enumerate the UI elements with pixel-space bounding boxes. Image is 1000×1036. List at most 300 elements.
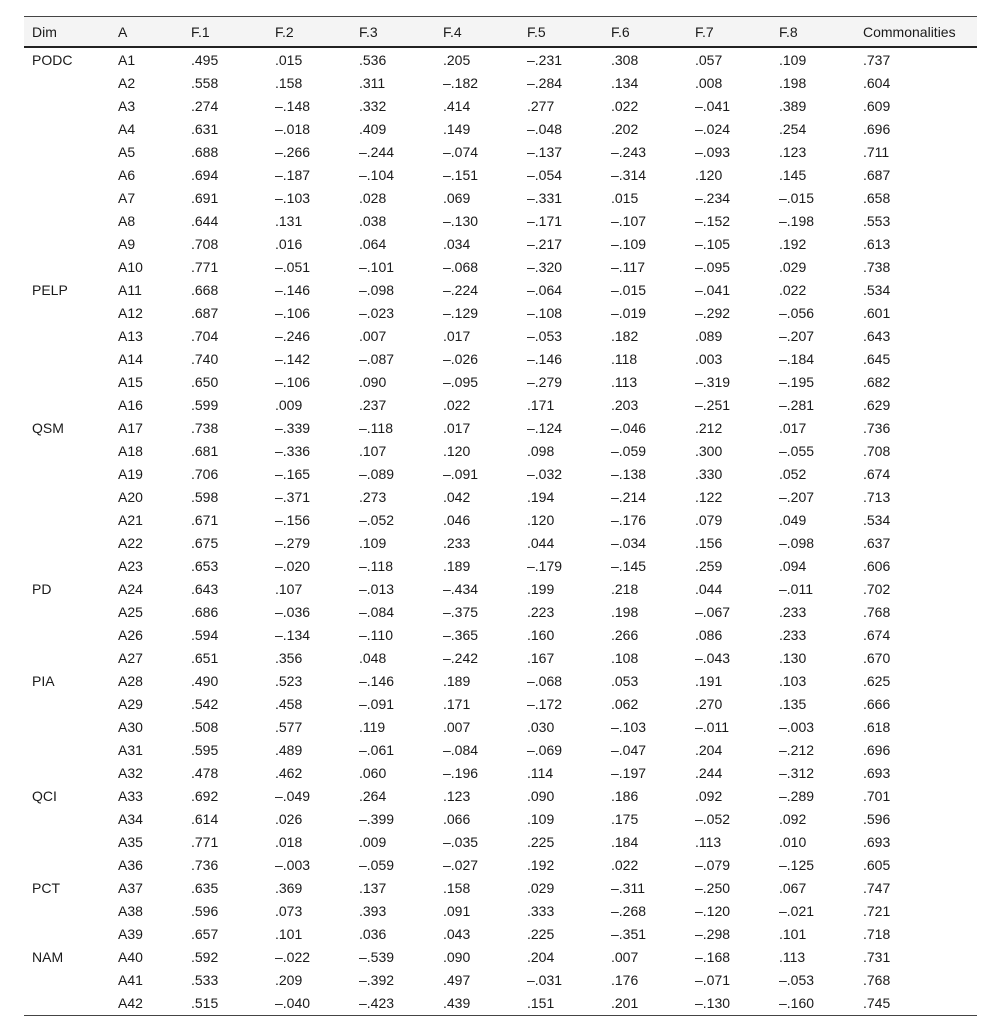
table-cell-commonalities: .738 (863, 258, 891, 275)
table-cell-f4: .043 (443, 925, 471, 942)
table-cell-commonalities: .701 (863, 787, 891, 804)
table-cell-a: A14 (118, 350, 143, 367)
table-row (24, 945, 977, 968)
table-cell-a: A31 (118, 741, 143, 758)
table-cell-f2: .015 (275, 51, 303, 68)
table-cell-commonalities: .702 (863, 580, 891, 597)
table-cell-f3: .038 (359, 212, 387, 229)
table-cell-f7: –.024 (695, 120, 731, 137)
table-cell-f1: .515 (183, 991, 267, 1016)
table-cell-f4: .205 (443, 51, 471, 68)
table-cell-dim: QCI (32, 787, 57, 804)
table-cell-f6: .218 (611, 580, 639, 597)
table-cell-f7: –.095 (695, 258, 731, 275)
table-cell-f8: .017 (779, 419, 807, 436)
table-row (24, 209, 977, 232)
table-cell-f6: –.109 (611, 235, 647, 252)
column-header-f5: F.5 (519, 17, 603, 48)
table-cell-f6: .182 (611, 327, 639, 344)
table-cell-f7: –.319 (695, 373, 731, 390)
table-cell-f4: –.196 (443, 764, 479, 781)
table-cell-a: A1 (118, 51, 136, 68)
table-cell-f4: –.182 (443, 74, 479, 91)
table-cell-dim (24, 991, 110, 1016)
table-cell-f6: .022 (611, 97, 639, 114)
table-cell-f5: .109 (527, 810, 555, 827)
table-cell-f6: –.019 (611, 304, 647, 321)
table-cell-f8: –.056 (779, 304, 815, 321)
table-cell-a: A8 (118, 212, 136, 229)
table-cell-f6: .266 (611, 626, 639, 643)
table-cell-f5: .204 (527, 948, 555, 965)
table-cell-f3: –.052 (359, 511, 395, 528)
table-cell-f5: –.048 (527, 120, 563, 137)
table-cell-f2: –.246 (275, 327, 311, 344)
table-cell-f4: .189 (443, 672, 471, 689)
table-cell-f1: .650 (191, 373, 219, 390)
table-cell-f7: .330 (695, 465, 723, 482)
table-cell-f8: .233 (779, 626, 807, 643)
table-cell-commonalities: .596 (863, 810, 891, 827)
table-cell-f5: –.217 (527, 235, 563, 252)
table-cell-f1: .681 (191, 442, 219, 459)
table-cell-f1: .631 (191, 120, 219, 137)
table-cell-f3: –.091 (359, 695, 395, 712)
table-cell-f3: .007 (359, 327, 387, 344)
table-cell-f2: .131 (275, 212, 303, 229)
table-cell-f6: .053 (611, 672, 639, 689)
table-cell-commonalities: .629 (863, 396, 891, 413)
table-cell-f2: –.018 (275, 120, 311, 137)
table-cell-f6: .062 (611, 695, 639, 712)
table-cell-f8: .067 (779, 879, 807, 896)
table-row (24, 94, 977, 117)
table-row (24, 163, 977, 186)
table-row (24, 531, 977, 554)
table-cell-commonalities: .534 (863, 281, 891, 298)
table-cell-dim (24, 508, 110, 531)
table-row (24, 485, 977, 508)
header-row (24, 17, 977, 48)
table-cell-f6: .015 (611, 189, 639, 206)
table-cell-dim (24, 485, 110, 508)
table-cell-f7: –.298 (695, 925, 731, 942)
table-cell-f7: –.041 (695, 281, 731, 298)
table-cell-f4: –.091 (443, 465, 479, 482)
table-cell-f1: .599 (191, 396, 219, 413)
table-cell-f1: .558 (191, 74, 219, 91)
table-cell-f8: –.055 (779, 442, 815, 459)
table-cell-dim (24, 439, 110, 462)
table-cell-f8: .198 (779, 74, 807, 91)
table-cell-f3: .119 (359, 718, 386, 735)
table-cell-f3: .393 (359, 902, 387, 919)
table-cell-f6: –.034 (611, 534, 647, 551)
table-cell-commonalities: .713 (863, 488, 891, 505)
table-cell-f6: –.059 (611, 442, 647, 459)
table-cell-f4: .120 (443, 442, 471, 459)
table-row (24, 47, 977, 71)
table-cell-f3: .311 (359, 74, 386, 91)
table-cell-f7: .244 (695, 764, 723, 781)
table-cell-f8: –.160 (771, 991, 855, 1016)
table-cell-f8: .022 (779, 281, 807, 298)
table-cell-f3: –.087 (359, 350, 395, 367)
table-cell-f2: –.339 (275, 419, 311, 436)
table-cell-a: A34 (118, 810, 143, 827)
table-row (24, 140, 977, 163)
table-cell-f4: .090 (443, 948, 471, 965)
table-cell-a: A24 (118, 580, 143, 597)
table-row (24, 968, 977, 991)
table-cell-f5: .098 (527, 442, 555, 459)
table-cell-f7: –.251 (695, 396, 731, 413)
table-cell-f5: .277 (527, 97, 555, 114)
table-cell-f5: .090 (527, 787, 555, 804)
table-cell-f6: .198 (611, 603, 639, 620)
table-cell-f7: –.120 (695, 902, 731, 919)
table-cell-f7: .113 (695, 833, 722, 850)
table-cell-dim (24, 830, 110, 853)
table-cell-f7: –.292 (695, 304, 731, 321)
table-cell-f7: –.168 (695, 948, 731, 965)
table-cell-f7: .122 (695, 488, 723, 505)
table-cell-f6: .113 (611, 373, 638, 390)
table-cell-f5: –.124 (527, 419, 563, 436)
table-cell-f7: .259 (695, 557, 723, 574)
table-cell-f8: .029 (779, 258, 807, 275)
table-cell-f6: –.015 (611, 281, 647, 298)
table-cell-f1: .657 (191, 925, 219, 942)
table-cell-f4: –.365 (443, 626, 479, 643)
table-cell-a: A25 (118, 603, 143, 620)
table-cell-f3: .028 (359, 189, 387, 206)
table-cell-commonalities: .674 (863, 626, 891, 643)
table-row (24, 186, 977, 209)
table-cell-f1: .691 (191, 189, 219, 206)
table-cell-f4: –.375 (443, 603, 479, 620)
table-cell-dim (24, 94, 110, 117)
table-cell-a: A27 (118, 649, 143, 666)
table-cell-f7: –.011 (695, 718, 729, 735)
table-cell-a: A41 (118, 971, 143, 988)
table-cell-f5: –.171 (527, 212, 563, 229)
table-cell-f6: .007 (611, 948, 639, 965)
table-cell-commonalities: .711 (863, 143, 890, 160)
table-cell-f1: .508 (191, 718, 219, 735)
table-cell-f2: –.266 (275, 143, 311, 160)
table-cell-f7: –.250 (695, 879, 731, 896)
table-cell-f1: .651 (191, 649, 219, 666)
table-cell-f6: .175 (611, 810, 639, 827)
table-cell-f8: –.053 (779, 971, 815, 988)
table-row (24, 876, 977, 899)
table-cell-dim: PIA (32, 672, 55, 689)
table-cell-dim (24, 347, 110, 370)
table-cell-f7: .008 (695, 74, 723, 91)
table-cell-dim: PD (32, 580, 52, 597)
table-cell-f3: –.013 (359, 580, 395, 597)
table-cell-a: A2 (118, 74, 136, 91)
table-cell-f6: –.314 (611, 166, 647, 183)
table-cell-f8: –.195 (779, 373, 815, 390)
table-cell-f6: .202 (611, 120, 639, 137)
table-cell-a: A33 (118, 787, 143, 804)
table-cell-f1: .644 (191, 212, 219, 229)
table-cell-a: A21 (118, 511, 143, 528)
table-cell-f7: .044 (695, 580, 723, 597)
table-cell-f5: .192 (527, 856, 555, 873)
table-row (24, 370, 977, 393)
table-cell-f5: .333 (527, 902, 555, 919)
table-cell-f4: –.130 (443, 212, 479, 229)
table-cell-f2: .073 (275, 902, 303, 919)
table-row (24, 393, 977, 416)
table-cell-f4: .149 (443, 120, 471, 137)
table-cell-dim (24, 186, 110, 209)
table-cell-a: A16 (118, 396, 143, 413)
column-header-f1: F.1 (183, 17, 267, 48)
table-row (24, 922, 977, 945)
table-cell-a: A26 (118, 626, 143, 643)
table-row (24, 761, 977, 784)
table-cell-f2: –.336 (275, 442, 311, 459)
table-cell-f7: .300 (695, 442, 723, 459)
table-cell-f7: –.071 (695, 971, 731, 988)
table-cell-f7: –.079 (695, 856, 731, 873)
table-cell-f3: .137 (359, 879, 387, 896)
table-cell-f2: .016 (275, 235, 303, 252)
table-cell-f8: .135 (779, 695, 807, 712)
factor-loadings-table (24, 16, 977, 1016)
table-cell-f4: .233 (443, 534, 471, 551)
table-cell-f7: .089 (695, 327, 723, 344)
table-cell-f6: .203 (611, 396, 639, 413)
table-cell-a: A6 (118, 166, 136, 183)
table-cell-f5: –.053 (527, 327, 563, 344)
table-cell-a: A38 (118, 902, 143, 919)
table-cell-f5: –.179 (527, 557, 563, 574)
table-cell-f8: .101 (779, 925, 807, 942)
table-row (24, 577, 977, 600)
table-cell-commonalities: .670 (863, 649, 891, 666)
table-cell-f5: –.320 (527, 258, 563, 275)
table-cell-f4: –.434 (443, 580, 479, 597)
table-cell-commonalities: .674 (863, 465, 891, 482)
column-header-f7: F.7 (687, 17, 771, 48)
table-cell-commonalities: .768 (863, 971, 891, 988)
table-cell-dim (24, 922, 110, 945)
table-cell-f3: .064 (359, 235, 387, 252)
table-cell-f8: –.098 (779, 534, 815, 551)
table-cell-f1: .643 (191, 580, 219, 597)
table-cell-dim (24, 853, 110, 876)
table-cell-f1: .740 (191, 350, 219, 367)
table-cell-f5: .199 (527, 580, 555, 597)
table-cell-commonalities: .613 (863, 235, 891, 252)
table-row (24, 71, 977, 94)
table-cell-f7: .057 (695, 51, 723, 68)
table-cell-dim (24, 462, 110, 485)
table-cell-f5: –.172 (527, 695, 563, 712)
table-cell-f6: .108 (611, 649, 639, 666)
table-cell-f8: –.207 (779, 488, 815, 505)
table-cell-f5: .151 (519, 991, 603, 1016)
table-cell-f1: .592 (191, 948, 219, 965)
table-cell-f2: –.371 (275, 488, 311, 505)
table-cell-commonalities: .747 (863, 879, 891, 896)
table-cell-f7: .120 (695, 166, 723, 183)
table-cell-f8: –.281 (779, 396, 815, 413)
table-cell-a: A3 (118, 97, 136, 114)
table-cell-f6: .184 (611, 833, 639, 850)
table-cell-commonalities: .625 (863, 672, 891, 689)
table-cell-commonalities: .721 (863, 902, 891, 919)
table-cell-f4: .158 (443, 879, 471, 896)
table-cell-f2: .018 (275, 833, 303, 850)
table-cell-f1: .738 (191, 419, 219, 436)
table-cell-f3: .536 (359, 51, 387, 68)
table-cell-dim (24, 117, 110, 140)
table-cell-f6: .308 (611, 51, 639, 68)
table-cell-f1: .694 (191, 166, 219, 183)
table-cell-f8: –.125 (779, 856, 815, 873)
table-cell-dim (24, 324, 110, 347)
table-cell-f8: –.021 (779, 902, 815, 919)
table-cell-a: A5 (118, 143, 136, 160)
table-cell-f6: –.107 (611, 212, 647, 229)
table-cell-commonalities: .606 (863, 557, 891, 574)
table-cell-commonalities: .737 (863, 51, 891, 68)
table-row (24, 278, 977, 301)
table-cell-f7: .003 (695, 350, 723, 367)
table-cell-f6: –.047 (611, 741, 647, 758)
table-cell-f3: –.101 (359, 258, 395, 275)
table-cell-f6: –.197 (611, 764, 647, 781)
table-cell-f4: –.074 (443, 143, 479, 160)
table-cell-dim (24, 370, 110, 393)
table-cell-f1: .687 (191, 304, 219, 321)
table-cell-a: A37 (118, 879, 143, 896)
table-cell-f7: .156 (695, 534, 723, 551)
table-cell-f7: –.043 (695, 649, 731, 666)
table-cell-f1: .736 (191, 856, 219, 873)
table-cell-f3: –.110 (359, 626, 393, 643)
table-cell-f6: .186 (611, 787, 639, 804)
table-cell-f3: .264 (359, 787, 387, 804)
table-cell-f2: .369 (275, 879, 303, 896)
table-cell-f8: –.289 (779, 787, 815, 804)
table-cell-a: A12 (118, 304, 143, 321)
table-cell-f6: –.311 (611, 879, 645, 896)
table-cell-f3: –.392 (359, 971, 395, 988)
table-cell-f1: .490 (191, 672, 219, 689)
table-cell-f7: –.041 (695, 97, 731, 114)
table-cell-f7: .092 (695, 787, 723, 804)
table-cell-a: A10 (118, 258, 143, 275)
table-cell-f8: –.212 (779, 741, 815, 758)
table-cell-commonalities: .696 (863, 120, 891, 137)
table-cell-f3: .237 (359, 396, 387, 413)
table-cell-f2: –.051 (275, 258, 311, 275)
table-cell-f4: .069 (443, 189, 471, 206)
table-cell-f4: –.026 (443, 350, 479, 367)
table-cell-commonalities: .768 (863, 603, 891, 620)
table-row (24, 692, 977, 715)
table-header (24, 17, 977, 48)
table-row (24, 255, 977, 278)
table-cell-a: A20 (118, 488, 143, 505)
table-cell-f5: –.064 (527, 281, 563, 298)
table-container (24, 16, 976, 1016)
table-cell-f5: –.068 (527, 672, 563, 689)
table-cell-f5: .225 (527, 925, 555, 942)
table-cell-f1: .671 (191, 511, 219, 528)
table-row (24, 600, 977, 623)
table-cell-f8: –.011 (779, 580, 813, 597)
table-cell-f3: –.539 (359, 948, 395, 965)
table-cell-dim: PCT (32, 879, 60, 896)
table-cell-a: A30 (118, 718, 143, 735)
table-cell-f4: .017 (443, 419, 471, 436)
table-cell-f7: .204 (695, 741, 723, 758)
table-cell-dim (24, 899, 110, 922)
table-cell-f4: .439 (435, 991, 519, 1016)
table-cell-f5: .167 (527, 649, 555, 666)
table-cell-f5: .030 (527, 718, 555, 735)
table-cell-f3: .036 (359, 925, 387, 942)
column-header-f4: F.4 (435, 17, 519, 48)
table-cell-commonalities: .645 (863, 350, 891, 367)
table-row (24, 853, 977, 876)
table-cell-f4: –.068 (443, 258, 479, 275)
table-cell-f5: –.146 (527, 350, 563, 367)
table-cell-dim (24, 531, 110, 554)
table-cell-f5: .225 (527, 833, 555, 850)
table-cell-a: A9 (118, 235, 136, 252)
table-cell-dim: QSM (32, 419, 64, 436)
table-cell-f2: –.022 (275, 948, 311, 965)
table-cell-f8: .254 (779, 120, 807, 137)
table-cell-a: A28 (118, 672, 143, 689)
table-cell-f6: –.176 (611, 511, 647, 528)
table-cell-f2: –.106 (275, 304, 311, 321)
table-cell-f6: –.117 (611, 258, 645, 275)
table-cell-a: A22 (118, 534, 143, 551)
table-cell-f3: .109 (359, 534, 387, 551)
table-cell-f2: –.020 (275, 557, 311, 574)
table-cell-f1: .274 (191, 97, 219, 114)
table-cell-f5: .120 (527, 511, 555, 528)
table-row (24, 462, 977, 485)
table-cell-f3: –.146 (359, 672, 395, 689)
table-row (24, 554, 977, 577)
table-cell-f4: .046 (443, 511, 471, 528)
table-cell-f3: .273 (359, 488, 387, 505)
table-cell-a: A29 (118, 695, 143, 712)
table-cell-f5: .029 (527, 879, 555, 896)
table-row (24, 324, 977, 347)
table-cell-commonalities: .687 (863, 166, 891, 183)
table-cell-f3: .107 (359, 442, 387, 459)
table-cell-f4: –.242 (443, 649, 479, 666)
table-cell-f7: –.152 (695, 212, 731, 229)
table-cell-f2: –.049 (275, 787, 311, 804)
table-cell-a: A32 (118, 764, 143, 781)
table-cell-commonalities: .696 (863, 741, 891, 758)
table-cell-f8: –.207 (779, 327, 815, 344)
table-cell-dim (24, 715, 110, 738)
